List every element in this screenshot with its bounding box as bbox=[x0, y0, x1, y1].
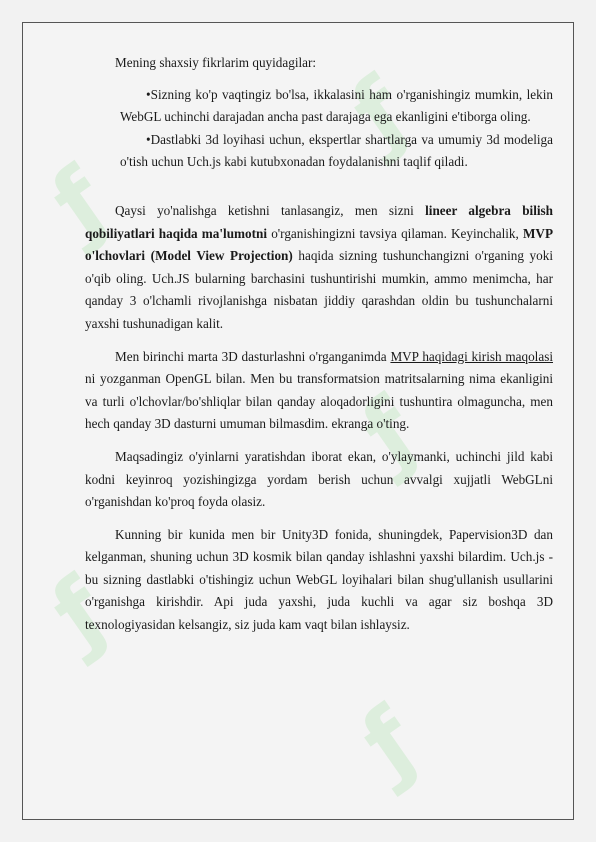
paragraph: Men birinchi marta 3D dasturlashni o'rganganimda MVP haqidagi kirish maqolasi ni yozganman OpenGL bilan. Men bu transformatsion matritsalarning nima ekanligini va turli o'lchovlar/bo'shliqlar bilan qanday aloqadorligini tushuntira olmaguncha, men hech qanday 3D dasturni umuman bilmasdim. ekranga o'ting. bbox=[85, 348, 553, 432]
bold-phrase: lineer algebra bilish qobiliyatlari haqida ma'lumotni bbox=[85, 202, 554, 241]
watermark-right-bottom: ƒ bbox=[343, 688, 436, 797]
watermark-right-top: ƒ bbox=[333, 58, 426, 167]
bullet-list bbox=[120, 84, 553, 174]
bullet-icon: • bbox=[146, 86, 151, 102]
list-item: •Sizning ko'p vaqtingiz bo'lsa, ikkalasini ham o'rganishingiz mumkin, lekin WebGL uchinchi darajadan ancha past darajaga ega ekanligini e'tiborga oling. bbox=[120, 86, 553, 125]
bullet-icon: • bbox=[146, 131, 151, 147]
watermark-left-top: ƒ bbox=[33, 148, 126, 257]
watermark-right-middle: ƒ bbox=[343, 378, 436, 487]
intro-text: Mening shaxsiy fikrlarim quyidagilar: bbox=[115, 55, 317, 70]
paragraph: Kunning bir kunida men bir Unity3D fonida, shuningdek, Papervision3D dan kelganman, shuning uchun 3D kosmik bilan qanday ishlashni yaxshi bilardim. Uch.js - bu sizning dastlabki o'tishingiz uchun WebGL loyihalari bilan shug'ullanish usullarini o'rganishga kirishdir. Api juda yaxshi, juda kuchli va agar siz boshqa 3D texnologiyasidan kelsangiz, siz juda kam vaqt bilan ishlaysiz. bbox=[85, 526, 553, 633]
list-item: •Dastlabki 3d loyihasi uchun, ekspertlar shartlarga va umumiy 3d modeliga o'tish uchun Uch.js kabi kutubxonadan foydalanishni taqlif qiladi. bbox=[120, 131, 553, 170]
paragraph: Maqsadingiz o'yinlarni yaratishdan iborat ekan, o'ylaymanki, uchinchi jild kabi kodni keyinroq yozishingizga yordam berish uchun avvalgi xujjatli WebGLni o'rganishdan ko'proq foyda olasiz. bbox=[85, 448, 553, 510]
article-link[interactable]: MVP haqidagi kirish maqolasi bbox=[390, 348, 553, 364]
document-body bbox=[85, 52, 553, 637]
paragraph: Qaysi yo'nalishga ketishni tanlasangiz, men sizni lineer algebra bilish qobiliyatlari haqida ma'lumotni o'rganishingizni tavsiya qilaman. Keyinchalik, MVP o'lchovlari (Model View Projection) haqida sizning tushunchangizni o'rganing yoki o'qib oling. Uch.JS bularning barchasini tushuntirishi mumkin, ammo menimcha, har qanday 3 o'lchamli rivojlanishga nisbatan jiddiy qarashdan oldin bu tushunchalarni yaxshi tushunadigan kalit. bbox=[85, 202, 554, 331]
bold-phrase: MVP o'lchovlari (Model View Projection) bbox=[85, 225, 553, 264]
watermark-left-bottom: ƒ bbox=[33, 558, 126, 667]
